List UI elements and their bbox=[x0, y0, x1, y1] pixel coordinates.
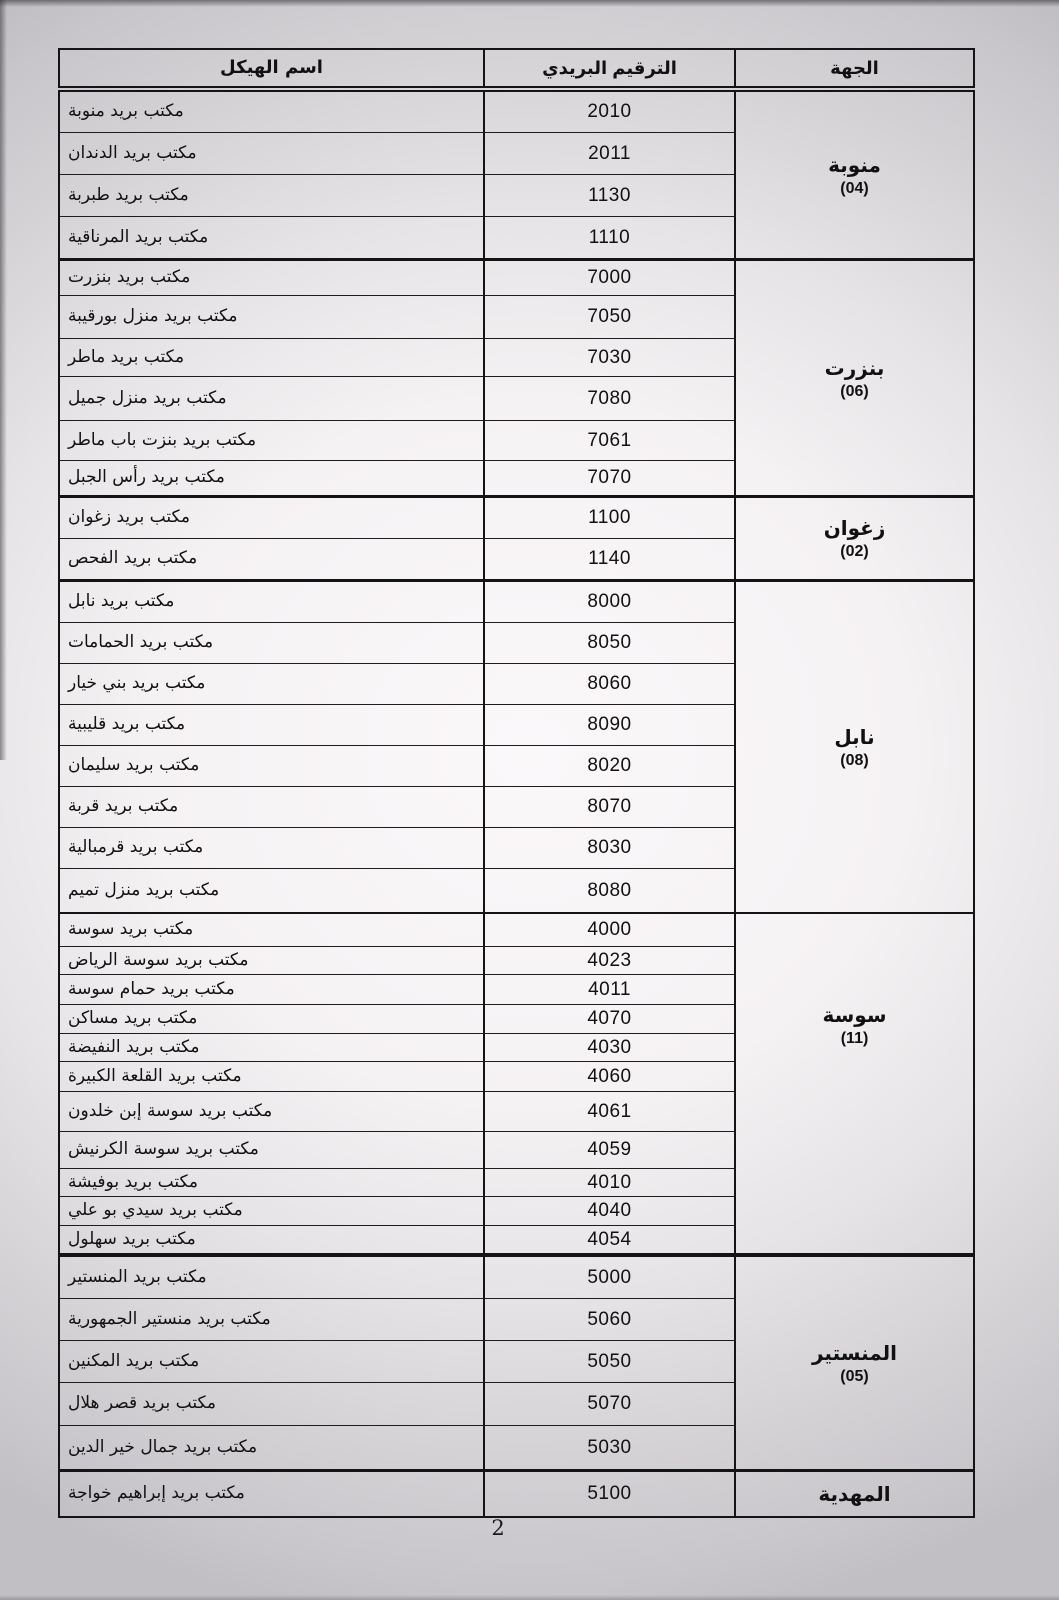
postal-code-cell: 7070 bbox=[485, 461, 736, 495]
postal-code-cell: 8060 bbox=[485, 664, 736, 705]
postal-code-cell: 8070 bbox=[485, 787, 736, 828]
region-cell bbox=[736, 92, 973, 258]
region-number: (05) bbox=[840, 1367, 869, 1385]
region-group-block bbox=[58, 1255, 975, 1471]
office-name-cell: مكتب بريد سليمان bbox=[60, 746, 485, 787]
office-name-cell: مكتب بريد زغوان bbox=[60, 498, 485, 539]
postal-code-cell: 7050 bbox=[485, 296, 736, 339]
office-name-cell: مكتب بريد الحمامات bbox=[60, 623, 485, 664]
office-name-cell: مكتب بريد بنزت باب ماطر bbox=[60, 421, 485, 461]
postal-code-cell: 1130 bbox=[485, 175, 736, 217]
office-name-cell: مكتب بريد بوفيشة bbox=[60, 1169, 485, 1197]
office-name-cell: مكتب بريد الفحص bbox=[60, 539, 485, 579]
postal-code-cell: 4023 bbox=[485, 947, 736, 975]
postal-code-cell: 2010 bbox=[485, 92, 736, 133]
office-name-cell: مكتب بريد سهلول bbox=[60, 1226, 485, 1253]
office-name-cell: مكتب بريد إبراهيم خواجة bbox=[60, 1472, 485, 1516]
office-name-cell: مكتب بريد بنزرت bbox=[60, 261, 485, 296]
region-number: (04) bbox=[840, 179, 869, 197]
office-name-cell: مكتب بريد المرناقية bbox=[60, 217, 485, 258]
postal-code-cell: 4060 bbox=[485, 1062, 736, 1092]
postal-code-cell: 2011 bbox=[485, 133, 736, 175]
office-name-cell: مكتب بريد الدندان bbox=[60, 133, 485, 175]
postal-code-cell: 4054 bbox=[485, 1226, 736, 1253]
office-name-cell: مكتب بريد القلعة الكبيرة bbox=[60, 1062, 485, 1092]
postal-code-cell: 4040 bbox=[485, 1197, 736, 1226]
postal-code-cell: 4061 bbox=[485, 1092, 736, 1132]
office-name-cell: مكتب بريد ماطر bbox=[60, 339, 485, 377]
office-name-cell: مكتب بريد قرمبالية bbox=[60, 828, 485, 869]
region-group-block bbox=[58, 1470, 975, 1518]
office-name-cell: مكتب بريد منوبة bbox=[60, 92, 485, 133]
region-name: سوسة bbox=[822, 1003, 887, 1027]
office-name-cell: مكتب بريد سيدي بو علي bbox=[60, 1197, 485, 1226]
scan-shadow-top bbox=[0, 0, 1059, 7]
region-name: زغوان bbox=[823, 516, 886, 540]
postal-code-cell: 4000 bbox=[485, 914, 736, 947]
office-name-cell: مكتب بريد جمال خير الدين bbox=[60, 1426, 485, 1469]
region-group-block bbox=[58, 912, 975, 1255]
office-name-cell: مكتب بريد المكنين bbox=[60, 1341, 485, 1383]
postal-code-cell: 4030 bbox=[485, 1034, 736, 1062]
office-name-cell: مكتب بريد قصر هلال bbox=[60, 1383, 485, 1426]
region-number: (06) bbox=[840, 382, 869, 400]
office-name-cell: مكتب بريد قليبية bbox=[60, 705, 485, 746]
postal-code-cell: 8090 bbox=[485, 705, 736, 746]
office-name-cell: مكتب بريد حمام سوسة bbox=[60, 975, 485, 1005]
region-cell bbox=[736, 1257, 973, 1469]
postal-code-cell: 8080 bbox=[485, 869, 736, 912]
postal-code-cell: 1110 bbox=[485, 217, 736, 258]
postal-code-cell: 5070 bbox=[485, 1383, 736, 1426]
postal-code-cell: 4011 bbox=[485, 975, 736, 1005]
office-name-cell: مكتب بريد مساكن bbox=[60, 1005, 485, 1034]
office-name-cell: مكتب بريد رأس الجبل bbox=[60, 461, 485, 495]
office-name-cell: مكتب بريد سوسة إبن خلدون bbox=[60, 1092, 485, 1132]
postal-code-cell: 7030 bbox=[485, 339, 736, 377]
postal-code-cell: 4010 bbox=[485, 1169, 736, 1197]
office-name-cell: مكتب بريد سوسة bbox=[60, 914, 485, 947]
region-number: (08) bbox=[840, 751, 869, 769]
office-name-cell: مكتب بريد المنستير bbox=[60, 1257, 485, 1299]
postal-code-cell: 7000 bbox=[485, 261, 736, 296]
region-cell bbox=[736, 261, 973, 495]
column-header-structure-name: اسم الهيكل bbox=[60, 50, 485, 86]
office-name-cell: مكتب بريد طبربة bbox=[60, 175, 485, 217]
postal-code-cell: 4070 bbox=[485, 1005, 736, 1034]
office-name-cell: مكتب بريد بني خيار bbox=[60, 664, 485, 705]
page-number: 2 bbox=[491, 1516, 505, 1540]
office-name-cell: مكتب بريد نابل bbox=[60, 582, 485, 623]
postal-code-cell: 8050 bbox=[485, 623, 736, 664]
region-name: المنستير bbox=[811, 1340, 898, 1365]
office-name-cell: مكتب بريد قربة bbox=[60, 787, 485, 828]
region-cell bbox=[736, 856, 973, 1195]
region-name: منوبة bbox=[828, 152, 881, 177]
scan-shadow-left bbox=[0, 0, 7, 760]
region-group-block bbox=[58, 90, 975, 260]
postal-code-cell: 5000 bbox=[485, 1257, 736, 1299]
region-number: (11) bbox=[840, 1030, 869, 1047]
office-name-cell: مكتب بريد النفيضة bbox=[60, 1034, 485, 1062]
region-cell bbox=[736, 1472, 973, 1516]
office-name-cell: مكتب بريد سوسة الكرنيش bbox=[60, 1132, 485, 1169]
postal-code-cell: 1140 bbox=[485, 539, 736, 579]
region-name: المهدية bbox=[818, 1482, 891, 1506]
postal-code-cell: 5060 bbox=[485, 1299, 736, 1341]
region-name: نابل bbox=[834, 724, 875, 749]
region-number: (02) bbox=[840, 543, 869, 560]
postal-code-cell: 7080 bbox=[485, 377, 736, 421]
region-name: بنزرت bbox=[824, 355, 885, 380]
postal-code-cell: 8030 bbox=[485, 828, 736, 869]
office-name-cell: مكتب بريد منزل جميل bbox=[60, 377, 485, 421]
table-header-row bbox=[58, 48, 975, 88]
scan-shadow-bottom bbox=[0, 1595, 1059, 1600]
region-group-block bbox=[58, 259, 975, 497]
region-cell bbox=[736, 498, 973, 579]
postal-code-cell: 8020 bbox=[485, 746, 736, 787]
office-name-cell: مكتب بريد سوسة الرياض bbox=[60, 947, 485, 975]
office-name-cell: مكتب بريد منزل تميم bbox=[60, 869, 485, 912]
office-name-cell: مكتب بريد منزل بورقيبة bbox=[60, 296, 485, 339]
postal-code-cell: 5030 bbox=[485, 1426, 736, 1469]
postal-code-cell: 7061 bbox=[485, 421, 736, 461]
column-header-postal-code: الترقيم البريدي bbox=[485, 50, 736, 86]
postal-code-cell: 1100 bbox=[485, 498, 736, 539]
postal-code-cell: 5100 bbox=[485, 1472, 736, 1516]
postal-code-cell: 8000 bbox=[485, 582, 736, 623]
column-header-region: الجهة bbox=[830, 57, 879, 79]
region-group-block bbox=[58, 496, 975, 581]
postal-code-cell: 5050 bbox=[485, 1341, 736, 1383]
postal-code-cell: 4059 bbox=[485, 1132, 736, 1169]
office-name-cell: مكتب بريد منستير الجمهورية bbox=[60, 1299, 485, 1341]
